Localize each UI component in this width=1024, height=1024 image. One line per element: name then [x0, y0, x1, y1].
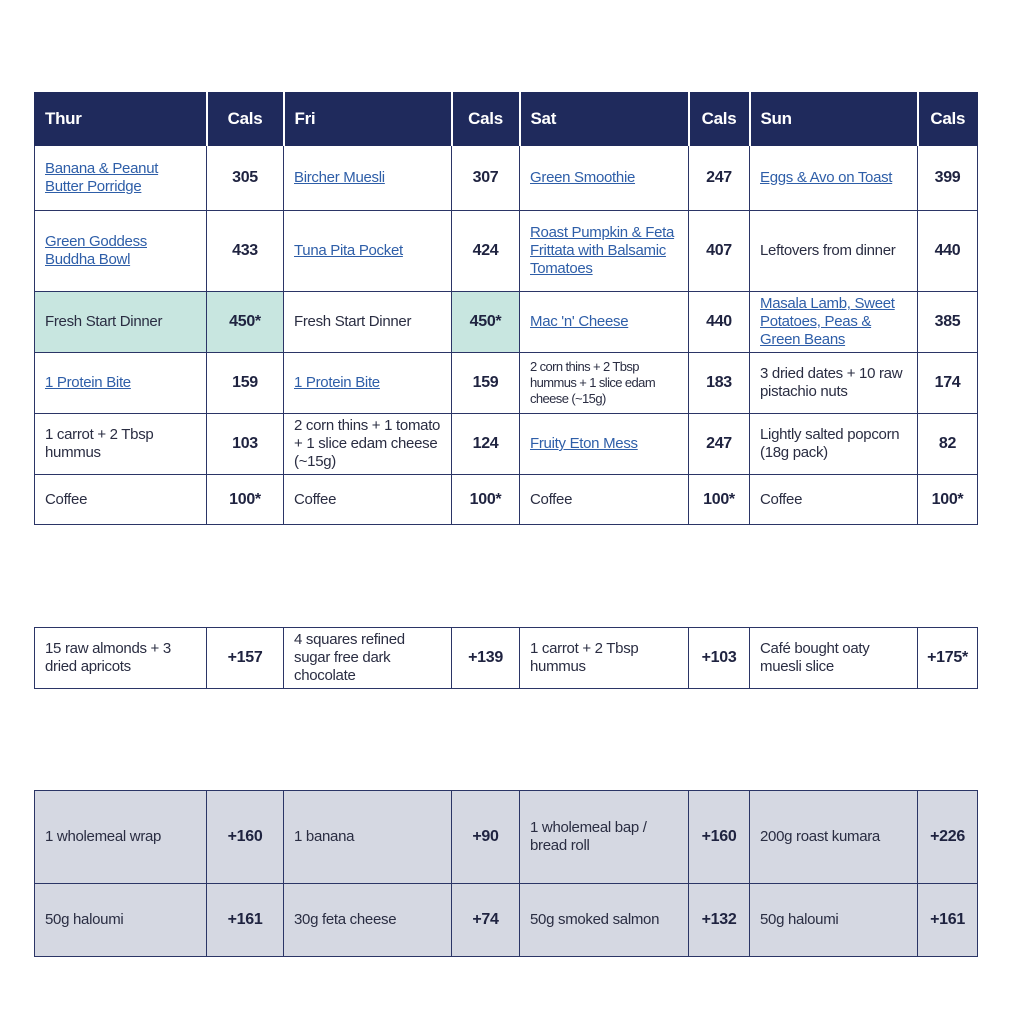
- extra-cell: 1 banana: [284, 791, 452, 884]
- meal-cell: [520, 211, 689, 292]
- snack-cell: 15 raw almonds + 3 dried apricots: [35, 628, 207, 689]
- calorie-value: 183: [689, 353, 750, 414]
- header-fri: Fri: [284, 93, 452, 146]
- recipe-link[interactable]: Bircher Muesli: [294, 169, 385, 186]
- calorie-value: 433: [207, 211, 284, 292]
- calorie-value: +74: [452, 884, 520, 957]
- header-sat: Sat: [520, 93, 689, 146]
- extras-table: [34, 790, 978, 957]
- meal-cell: Coffee: [284, 475, 452, 525]
- recipe-link[interactable]: Banana & Peanut Butter Porridge: [45, 160, 159, 195]
- calorie-value: 124: [452, 414, 520, 475]
- meal-cell: [750, 292, 918, 353]
- extra-cell: 50g smoked salmon: [520, 884, 689, 957]
- meal-cell: [520, 414, 689, 475]
- calorie-value: 407: [689, 211, 750, 292]
- meal-cell: Lightly salted popcorn (18g pack): [750, 414, 918, 475]
- calorie-value: 385: [918, 292, 978, 353]
- meal-cell: Coffee: [520, 475, 689, 525]
- calorie-value: +161: [207, 884, 284, 957]
- meal-cell: [35, 353, 207, 414]
- calorie-value: 159: [207, 353, 284, 414]
- meal-cell: 2 corn thins + 2 Tbsp hummus + 1 slice edam cheese (~15g): [520, 353, 689, 414]
- snack-cell: Café bought oaty muesli slice: [750, 628, 918, 689]
- extra-cell: 1 wholemeal bap / bread roll: [520, 791, 689, 884]
- calorie-value: +160: [207, 791, 284, 884]
- calorie-value: 82: [918, 414, 978, 475]
- calorie-value: +139: [452, 628, 520, 689]
- calorie-value: +132: [689, 884, 750, 957]
- recipe-link[interactable]: Masala Lamb, Sweet Potatoes, Peas & Green Beans: [760, 295, 895, 348]
- snack-swap-table: [34, 627, 978, 689]
- calorie-value: 159: [452, 353, 520, 414]
- meal-cell: Fresh Start Dinner: [284, 292, 452, 353]
- recipe-link[interactable]: Eggs & Avo on Toast: [760, 169, 893, 186]
- calorie-value: +103: [689, 628, 750, 689]
- calorie-value: +161: [918, 884, 978, 957]
- meal-cell: 2 corn thins + 1 tomato + 1 slice edam cheese (~15g): [284, 414, 452, 475]
- meal-cell: [284, 146, 452, 211]
- recipe-link[interactable]: 1 Protein Bite: [294, 374, 380, 391]
- recipe-link[interactable]: Green Goddess Buddha Bowl: [45, 233, 147, 268]
- header-cals: Cals: [452, 93, 520, 146]
- table-row: [35, 791, 978, 884]
- calorie-value: 174: [918, 353, 978, 414]
- meal-cell: [35, 146, 207, 211]
- calorie-value: 247: [689, 414, 750, 475]
- header-sun: Sun: [750, 93, 918, 146]
- table-row: [35, 292, 978, 353]
- calorie-value: +226: [918, 791, 978, 884]
- recipe-link[interactable]: Roast Pumpkin & Feta Frittata with Balsamic Tomatoes: [530, 224, 675, 277]
- recipe-link[interactable]: Tuna Pita Pocket: [294, 242, 403, 259]
- recipe-link[interactable]: Green Smoothie: [530, 169, 636, 186]
- calorie-value: 399: [918, 146, 978, 211]
- calorie-value: 100*: [918, 475, 978, 525]
- meal-cell: [520, 292, 689, 353]
- meal-cell: 1 carrot + 2 Tbsp hummus: [35, 414, 207, 475]
- meal-plan-table: [34, 92, 978, 525]
- extra-cell: 200g roast kumara: [750, 791, 918, 884]
- header-cals: Cals: [689, 93, 750, 146]
- meal-cell: [35, 211, 207, 292]
- calorie-value: 424: [452, 211, 520, 292]
- recipe-link[interactable]: 1 Protein Bite: [45, 374, 131, 391]
- calorie-value: 440: [918, 211, 978, 292]
- meal-cell: [520, 146, 689, 211]
- snack-cell: 1 carrot + 2 Tbsp hummus: [520, 628, 689, 689]
- calorie-value: 450*: [452, 292, 520, 353]
- meal-cell: Leftovers from dinner: [750, 211, 918, 292]
- table-row: [35, 475, 978, 525]
- table-row: [35, 884, 978, 957]
- calorie-value: 450*: [207, 292, 284, 353]
- table-row: [35, 353, 978, 414]
- meal-cell: Fresh Start Dinner: [35, 292, 207, 353]
- meal-cell: Coffee: [35, 475, 207, 525]
- calorie-value: 103: [207, 414, 284, 475]
- recipe-link[interactable]: Fruity Eton Mess: [530, 435, 638, 452]
- extra-cell: 50g haloumi: [35, 884, 207, 957]
- extra-cell: 30g feta cheese: [284, 884, 452, 957]
- calorie-value: 307: [452, 146, 520, 211]
- recipe-link[interactable]: Mac 'n' Cheese: [530, 313, 629, 330]
- calorie-value: +90: [452, 791, 520, 884]
- header-thur: Thur: [35, 93, 207, 146]
- calorie-value: +157: [207, 628, 284, 689]
- table-row: [35, 628, 978, 689]
- snack-cell: 4 squares refined sugar free dark chocolate: [284, 628, 452, 689]
- table-row: [35, 146, 978, 211]
- table-row: [35, 211, 978, 292]
- extra-cell: 50g haloumi: [750, 884, 918, 957]
- header-cals: Cals: [207, 93, 284, 146]
- meal-cell: [284, 353, 452, 414]
- meal-cell: Coffee: [750, 475, 918, 525]
- calorie-value: 440: [689, 292, 750, 353]
- table-row: [35, 414, 978, 475]
- meal-cell: 3 dried dates + 10 raw pistachio nuts: [750, 353, 918, 414]
- calorie-value: 100*: [689, 475, 750, 525]
- calorie-value: 247: [689, 146, 750, 211]
- meal-cell: [750, 146, 918, 211]
- calorie-value: 305: [207, 146, 284, 211]
- header-cals: Cals: [918, 93, 978, 146]
- calorie-value: +175*: [918, 628, 978, 689]
- calorie-value: +160: [689, 791, 750, 884]
- header-row: [35, 93, 978, 146]
- calorie-value: 100*: [452, 475, 520, 525]
- meal-cell: [284, 211, 452, 292]
- calorie-value: 100*: [207, 475, 284, 525]
- extra-cell: 1 wholemeal wrap: [35, 791, 207, 884]
